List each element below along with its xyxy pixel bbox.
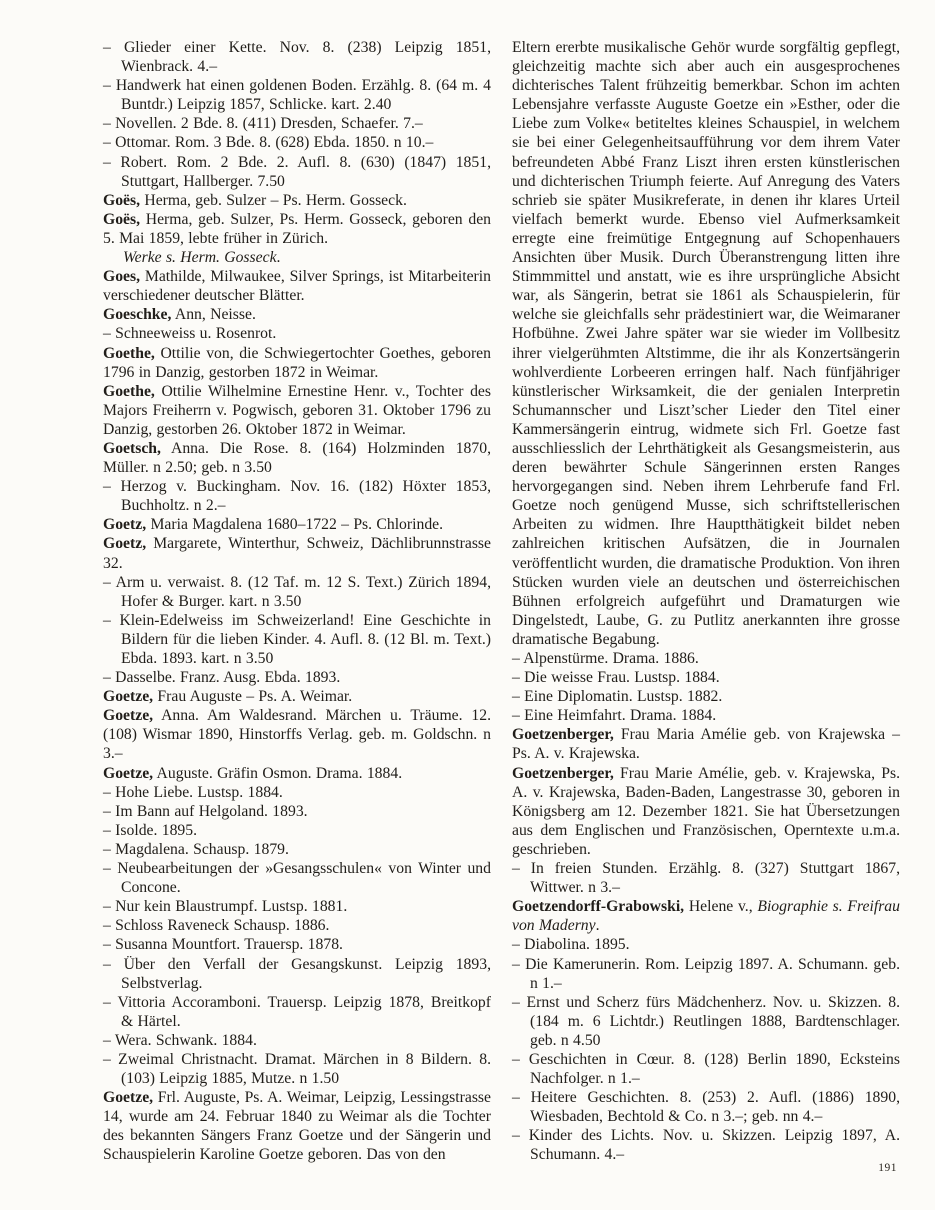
body-text: – Isolde. 1895.	[103, 821, 198, 839]
entry-name: Goetze,	[103, 688, 154, 706]
entry-name: Goethe,	[103, 344, 155, 362]
text-columns	[103, 38, 900, 1165]
entry-name: Goetz,	[103, 535, 147, 553]
body-text: – Nur kein Blaustrumpf. Lustsp. 1881.	[103, 898, 348, 916]
work-item	[103, 477, 491, 515]
body-text: – Glieder einer Kette. Nov. 8. (238) Leipzig 1851, Wienbrack. 4.–	[103, 39, 491, 76]
lexicon-entry	[103, 305, 491, 324]
body-text: Helene v.,	[684, 898, 758, 916]
work-item	[103, 916, 491, 935]
entry-name: Goetzendorff-Grabowski,	[512, 898, 685, 916]
body-text: – Eine Diplomatin. Lustsp. 1882.	[512, 688, 723, 706]
work-item	[103, 324, 491, 343]
work-item	[512, 859, 900, 897]
body-text: Eltern ererbte musikalische Gehör wurde sorgfältig gepflegt, gleichzeitig machte sich aber auch ein ausgesprochenes dichterisches Talent frühzeitig bemerkbar. Schon im achten Lebensjahre verfasste Auguste Goetze ein »Esther, oder die Liebe zum Volke« betiteltes kleines Schauspiel, in welchem sie bei einer Gelegenheitsaufführung vor dem ihrem Vater befreundeten Abbé Franz Liszt ihren ersten künstlerischen und dichterischen Triumph feierte. Auf Anregung des Vaters schrieb sie später Musikreferate, in denen ihr klares Urteil vielfach bemerkt wurde. Ebenso viel Aufmerksamkeit erregte eine freimütige Entgegnung auf Schopenhauers Ansichten über Musik. Durch Überanstrengung litten ihre Stimmmittel und anstatt, wie es ihre ursprüngliche Absicht war, als Sängerin, betrat sie 1861 als Schauspielerin, für welche sie gleichfalls sehr prädestiniert war, die Weimaraner Hofbühne. Zwei Jahre später war sie wieder im Vollbesitz ihrer vielgerühmten Altstimme, die ihr als Konzertsängerin wohlverdiente Lorbeeren erringen half. Nach fünfjähriger künstlerischer Wirksamkeit, die der genialen Interpretin Schumannscher und Liszt’scher Lieder den Titel einer Kammersängerin eintrug, widmete sich Frl. Goetze fast ausschliesslich der Lehrthätigkeit als Gesangsmeisterin, aus deren bewährter Schule Sängerinnen ersten Ranges hervorgegangen sind. Neben ihrem Lehrberufe fand Frl. Goetze noch genügend Musse, sich schriftstellerischen Arbeiten zu widmen. Ihre Hauptthätigkeit bildet neben zahlreichen kritischen Aufsätzen, die in Journalen veröffentlicht wurden, die dramatische Produktion. Von ihren Stücken wurden viele an deutschen und österreichischen Bühnen erfolgreich aufgeführt und Dramaturgen wie Dingelstedt, Laube, G. zu Putlitz anerkannten ihre grosse dramatische Begabung.	[512, 39, 900, 648]
lexicon-entry	[103, 687, 491, 706]
work-item	[103, 783, 491, 802]
lexicon-entry	[512, 725, 900, 763]
body-text: Frau Marie Amélie, geb. v. Krajewska, Ps. A. v. Krajewska, Baden-Baden, Langestrasse 30, geboren in Königsberg am 12. Dezember 1821. Sie hat Übersetzungen aus dem Englischen und Französischen, Operntexte u.m.a. geschrieben.	[512, 764, 900, 858]
lexicon-entry	[103, 1088, 491, 1164]
entry-name: Goës,	[103, 210, 141, 228]
body-text: Frau Maria Amélie geb. von Krajewska – Ps. A. v. Krajewska.	[512, 726, 900, 763]
body-text: – Hohe Liebe. Lustsp. 1884.	[103, 783, 283, 801]
lexicon-entry	[103, 210, 491, 248]
body-text: – Wera. Schwank. 1884.	[103, 1031, 257, 1049]
body-text: – Novellen. 2 Bde. 8. (411) Dresden, Schaefer. 7.–	[103, 115, 423, 133]
body-text: – Ottomar. Rom. 3 Bde. 8. (628) Ebda. 1850. n 10.–	[103, 134, 434, 152]
body-text: – Kinder des Lichts. Nov. u. Skizzen. Leipzig 1897, A. Schumann. 4.–	[512, 1127, 900, 1164]
entry-name: Goetsch,	[103, 439, 161, 457]
body-text: – Ernst und Scherz fürs Mädchenherz. Nov. u. Skizzen. 8. (184 m. 6 Lichtdr.) Reutlingen 1888, Bardtenschlager. geb. n 4.50	[512, 993, 900, 1049]
body-text: – Neubearbeitungen der »Gesangsschulen« von Winter und Concone.	[103, 860, 491, 897]
work-item	[512, 1050, 900, 1088]
work-item	[512, 649, 900, 668]
paragraph	[103, 248, 491, 267]
body-text: – Heitere Geschichten. 8. (253) 2. Aufl. (1886) 1890, Wiesbaden, Bechtold & Co. n 3.–; geb. nn 4.–	[512, 1089, 900, 1126]
lexicon-entry	[103, 515, 491, 534]
lexicon-entry	[103, 344, 491, 382]
body-text: – Vittoria Accoramboni. Trauersp. Leipzig 1878, Breitkopf & Härtel.	[103, 993, 491, 1030]
work-item	[512, 687, 900, 706]
body-text: Herma, geb. Sulzer, Ps. Herm. Gosseck, geboren den 5. Mai 1859, lebte früher in Zürich.	[103, 210, 491, 247]
lexicon-entry	[512, 764, 900, 859]
body-text: – Herzog v. Buckingham. Nov. 16. (182) Höxter 1853, Buchholtz. n 2.–	[103, 478, 491, 515]
entry-name: Goetze,	[103, 707, 154, 725]
lexicon-entry	[103, 267, 491, 305]
body-text: – Im Bann auf Helgoland. 1893.	[103, 802, 308, 820]
body-text: Frl. Auguste, Ps. A. Weimar, Leipzig, Lessingstrasse 14, wurde am 24. Februar 1840 zu Weimar als die Tochter des bekannten Sängers Franz Goetze und der Sängerin und Schauspielerin Karoline Goetze geboren. Das von den	[103, 1089, 491, 1164]
work-item	[103, 38, 491, 76]
lexicon-entry	[103, 382, 491, 439]
body-text: Ottilie von, die Schwiegertochter Goethes, geboren 1796 in Danzig, gestorben 1872 in Weimar.	[103, 344, 491, 381]
work-item	[512, 668, 900, 687]
body-text: .	[276, 249, 281, 267]
work-item	[103, 76, 491, 114]
work-item	[103, 611, 491, 668]
body-text: – Dasselbe. Franz. Ausg. Ebda. 1893.	[103, 669, 341, 687]
body-text: .	[595, 917, 600, 935]
work-item	[103, 1050, 491, 1088]
italic-text: Werke s. Herm. Gosseck	[123, 249, 277, 267]
body-text: – Klein-Edelweiss im Schweizerland! Eine Geschichte in Bildern für die lieben Kinder. 4. Aufl. 8. (12 Bl. m. Text.) Ebda. 1893. kart. n 3.50	[103, 611, 491, 667]
body-text: – Die weisse Frau. Lustsp. 1884.	[512, 669, 720, 687]
body-text: – Eine Heimfahrt. Drama. 1884.	[512, 707, 717, 725]
work-item	[512, 993, 900, 1050]
lexicon-entry	[103, 764, 491, 783]
lexicon-entry	[103, 439, 491, 477]
body-text: Auguste. Gräfin Osmon. Drama. 1884.	[153, 764, 403, 782]
entry-name: Goetz,	[103, 516, 147, 534]
body-text: – Handwerk hat einen goldenen Boden. Erzählg. 8. (64 m. 4 Buntdr.) Leipzig 1857, Schlicke. kart. 2.40	[103, 77, 491, 114]
body-text: – Schloss Raveneck Schausp. 1886.	[103, 917, 330, 935]
body-text: Mathilde, Milwaukee, Silver Springs, ist Mitarbeiterin verschiedener deutscher Blätter.	[103, 268, 491, 305]
right-column	[512, 38, 900, 1165]
body-text: – Robert. Rom. 2 Bde. 2. Aufl. 8. (630) (1847) 1851, Stuttgart, Hallberger. 7.50	[103, 153, 491, 190]
body-text: – Magdalena. Schausp. 1879.	[103, 840, 289, 858]
entry-name: Goeschke,	[103, 306, 172, 324]
lexicon-entry	[512, 897, 900, 935]
italic-text: Biographie s. Freifrau von Maderny	[512, 898, 900, 935]
entry-name: Goetze,	[103, 764, 154, 782]
entry-name: Goetze,	[103, 1089, 154, 1107]
lexicon-entry	[103, 706, 491, 763]
work-item	[512, 955, 900, 993]
body-text: – Diabolina. 1895.	[512, 936, 630, 954]
body-text: Maria Magdalena 1680–1722 – Ps. Chlorinde.	[146, 516, 444, 534]
lexicon-entry	[103, 191, 491, 210]
entry-name: Goës,	[103, 191, 141, 209]
work-item	[103, 153, 491, 191]
work-item	[103, 1031, 491, 1050]
body-text: Frau Auguste – Ps. A. Weimar.	[153, 688, 353, 706]
body-text: – Schneeweiss u. Rosenrot.	[103, 325, 277, 343]
entry-name: Goethe,	[103, 382, 155, 400]
left-column	[103, 38, 491, 1165]
work-item	[103, 897, 491, 916]
work-item	[103, 573, 491, 611]
body-text: Ottilie Wilhelmine Ernestine Henr. v., Tochter des Majors Freiherrn v. Pogwisch, geboren 31. Oktober 1796 zu Danzig, gestorben 26. Oktober 1872 in Weimar.	[103, 382, 491, 438]
work-item	[512, 1088, 900, 1126]
work-item	[512, 935, 900, 954]
work-item	[103, 821, 491, 840]
work-item	[103, 859, 491, 897]
work-item	[103, 668, 491, 687]
body-text: – Arm u. verwaist. 8. (12 Taf. m. 12 S. Text.) Zürich 1894, Hofer & Burger. kart. n 3.50	[103, 573, 491, 610]
body-text: Anna. Am Waldesrand. Märchen u. Träume. 12. (108) Wismar 1890, Hinstorffs Verlag. geb. m. Goldschn. n 3.–	[103, 707, 491, 763]
work-item	[103, 133, 491, 152]
body-text: Herma, geb. Sulzer – Ps. Herm. Gosseck.	[140, 191, 407, 209]
entry-name: Goes,	[103, 268, 141, 286]
work-item	[103, 993, 491, 1031]
body-text: – Die Kamerunerin. Rom. Leipzig 1897. A. Schumann. geb. n 1.–	[512, 955, 900, 992]
body-text: – Geschichten in Cœur. 8. (128) Berlin 1890, Ecksteins Nachfolger. n 1.–	[512, 1050, 900, 1088]
work-item	[103, 955, 491, 993]
lexicon-entry	[103, 534, 491, 572]
body-text: Margarete, Winterthur, Schweiz, Dächlibrunnstrasse 32.	[103, 535, 491, 572]
work-item	[103, 114, 491, 133]
paragraph	[512, 38, 900, 649]
work-item	[103, 935, 491, 954]
work-item	[103, 802, 491, 821]
body-text: – Über den Verfall der Gesangskunst. Leipzig 1893, Selbstverlag.	[103, 955, 491, 992]
body-text: – In freien Stunden. Erzählg. 8. (327) Stuttgart 1867, Wittwer. n 3.–	[512, 860, 900, 897]
body-text: Anna. Die Rose. 8. (164) Holzminden 1870, Müller. n 2.50; geb. n 3.50	[103, 439, 491, 477]
body-text: – Zweimal Christnacht. Dramat. Märchen in 8 Bildern. 8. (103) Leipzig 1885, Mutze. n 1.50	[103, 1050, 491, 1088]
work-item	[512, 706, 900, 725]
body-text: – Susanna Mountfort. Trauersp. 1878.	[103, 936, 343, 954]
work-item	[512, 1126, 900, 1164]
body-text: Ann, Neisse.	[171, 306, 256, 324]
entry-name: Goetzenberger,	[512, 764, 614, 782]
body-text: – Alpenstürme. Drama. 1886.	[512, 650, 699, 667]
entry-name: Goetzenberger,	[512, 726, 614, 744]
page-number: 191	[878, 1162, 897, 1174]
work-item	[103, 840, 491, 859]
